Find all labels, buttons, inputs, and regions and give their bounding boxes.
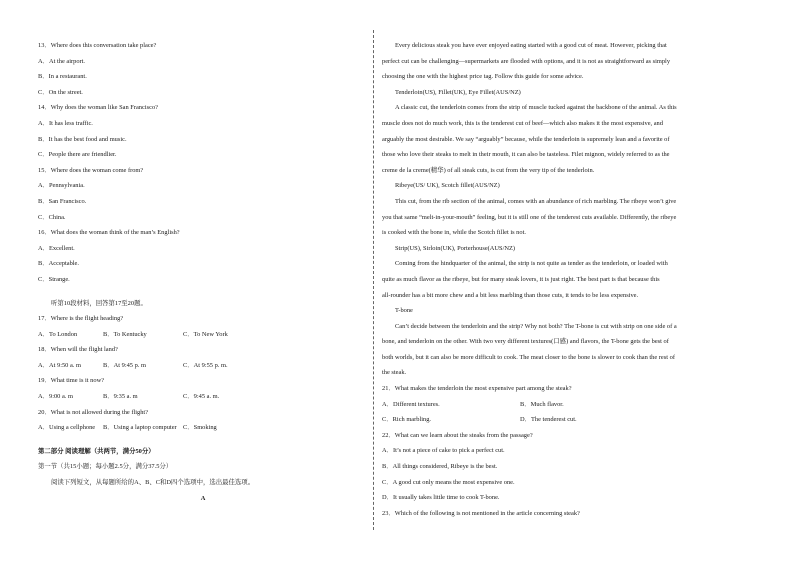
passage-line: arguably the most desirable. We say “arguably” because, while the tenderloin is supremely lean and a favorite of	[382, 135, 670, 143]
passage-line: perfect cut can be challenging—supermarkets are flooded with options, and it is not as straightforward as simply	[382, 57, 671, 65]
passage-line: muscle does not do much work, this is the tenderest cut of beef—which also makes it the most expensive, and	[382, 119, 663, 127]
options-row	[382, 397, 712, 413]
option: B．Acceptable.	[38, 260, 79, 268]
part-two-heading: 第二部分 阅读理解（共两节，满分50分）	[38, 447, 155, 455]
option: B．Much flavor.	[520, 400, 564, 408]
passage-line: those who love their steaks to melt in their mouth, it can also be tasteless. Filet mignon, widely referred to as the	[382, 151, 670, 159]
option: A．At the airport.	[38, 57, 86, 65]
passage-line: you that same “melt-in-your-mouth” feeling, but it is still one of the tenderest cuts available. Differently, the ribeye	[382, 213, 677, 221]
option: C．China.	[38, 213, 66, 221]
option: C．Rich marbling.	[382, 416, 431, 424]
question-14: 14．Why does the woman like San Francisco?	[38, 104, 158, 112]
passage	[382, 38, 712, 381]
passage-line: the steak.	[382, 369, 407, 377]
option: B．Using a laptop computer	[103, 424, 177, 432]
passage-line: is cooked with the bone in, while the Scotch fillet is not.	[382, 229, 526, 237]
passage-line: A classic cut, the tenderloin comes from the strip of muscle tucked against the backbone of the animal. As this	[395, 104, 677, 112]
option: C．To New York	[183, 330, 228, 338]
option: C．9:45 a. m.	[183, 393, 220, 401]
passage-line: Tenderloin(US), Fillet(UK), Eye Fillet(AUS/NZ)	[395, 88, 521, 96]
options-row	[38, 358, 368, 374]
option: B．It has the best food and music.	[38, 135, 127, 143]
option: B．9:35 a. m	[103, 393, 138, 401]
option: D．The tenderest cut.	[520, 416, 577, 424]
right-column	[382, 38, 712, 521]
question-20: 20．What is not allowed during the flight?	[38, 408, 149, 416]
option: A．Pennsylvania.	[38, 182, 85, 190]
option: A．At 9:50 a. m	[38, 361, 81, 369]
passage-line: Ribeye(US/ UK), Scotch fillet(AUS/NZ)	[395, 182, 500, 190]
options-row	[38, 389, 368, 405]
passage-line: bone, and tenderloin on the other. With two very different textures(口感) and flavors, the T-bone gets the best of	[382, 338, 669, 346]
option: A．9:00 a. m	[38, 393, 73, 401]
passage-line: T-bone	[395, 307, 413, 315]
option: A．It has less traffic.	[38, 119, 93, 127]
option: D．It usually takes little time to cook T-bone.	[382, 494, 500, 502]
question-17: 17．Where is the flight heading?	[38, 315, 124, 323]
question-18: 18．When will the flight land?	[38, 346, 118, 354]
passage-line: This cut, from the rib section of the animal, comes with an abundance of rich marbling. The ribeye won’t give	[395, 197, 677, 205]
passage-line: Strip(US), Sirloin(UK), Porterhouse(AUS/NZ)	[395, 244, 515, 252]
option: B．To Kentucky	[103, 330, 147, 338]
section-one-heading: 第一节（共15小题；每小题2.5分，满分37.5分）	[38, 463, 173, 471]
option: A．It’s not a piece of cake to pick a perfect cut.	[382, 447, 505, 455]
question-19: 19．What time is it now?	[38, 377, 105, 385]
column-divider	[373, 30, 374, 530]
option: A．To London	[38, 330, 78, 338]
option: A．Excellent.	[38, 244, 75, 252]
passage-letter: A	[200, 494, 206, 502]
question-21: 21．What makes the tenderloin the most expensive part among the steak?	[382, 385, 572, 393]
passage-line: Can’t decide between the tenderloin and the strip? Why not both? The T-bone is cut with strip on one side of a	[395, 322, 677, 330]
option: C．A good cut only means the most expensive one.	[382, 478, 515, 486]
option: C．At 9:55 p. m.	[183, 361, 228, 369]
option: B．In a restaurant.	[38, 73, 87, 81]
option: C．Smoking	[183, 424, 217, 432]
option: B．All things considered, Ribeye is the best.	[382, 463, 498, 471]
question-15: 15．Where does the woman come from?	[38, 166, 144, 174]
passage-line: choosing the one with the highest price tag. Follow this guide for some advice.	[382, 73, 584, 81]
options-row	[38, 420, 368, 436]
option: C．People there are friendlier.	[38, 151, 117, 159]
option: C．Strange.	[38, 275, 70, 283]
passage-line: creme de la creme(精华) of all steak cuts, is cut from the very tip of the tenderloin.	[382, 166, 595, 174]
option: A．Different textures.	[382, 400, 440, 408]
passage-line: Coming from the hindquarter of the animal, the strip is not quite as tender as the tenderloin, or loaded with	[395, 260, 668, 268]
option: B．At 9:45 p. m	[103, 361, 146, 369]
options-row	[382, 412, 712, 428]
passage-line: quite as much flavor as the ribeye, but for many steak lovers, it is just right. The best part is that because this	[382, 275, 660, 283]
left-column	[38, 38, 368, 506]
passage-line: Every delicious steak you have ever enjoyed eating started with a good cut of meat. However, picking that	[395, 42, 667, 49]
question-22: 22．What can we learn about the steaks from the passage?	[382, 431, 533, 439]
options-row	[38, 327, 368, 343]
question-23: 23．Which of the following is not mentioned in the article concerning steak?	[382, 509, 580, 517]
passage-line: both worlds, but it can also be more difficult to cook. The meat closer to the bone is slower to cook than the rest of	[382, 353, 675, 361]
question-13: 13．Where does this conversation take place?	[38, 42, 157, 49]
question-16: 16．What does the woman think of the man’s English?	[38, 229, 180, 237]
option: A．Using a cellphone	[38, 424, 96, 432]
option: B．San Francisco.	[38, 197, 87, 205]
listening-instruction: 听第10段材料，回答第17至20题。	[51, 299, 147, 307]
option: C．On the street.	[38, 88, 83, 96]
passage-line: all-rounder has a bit more chew and a bit less marbling than those cuts, it tends to be less expensive.	[382, 291, 639, 299]
reading-instruction: 阅读下列短文，从每题所给的A、B、C和D四个选项中，选出最佳选项。	[51, 479, 255, 487]
